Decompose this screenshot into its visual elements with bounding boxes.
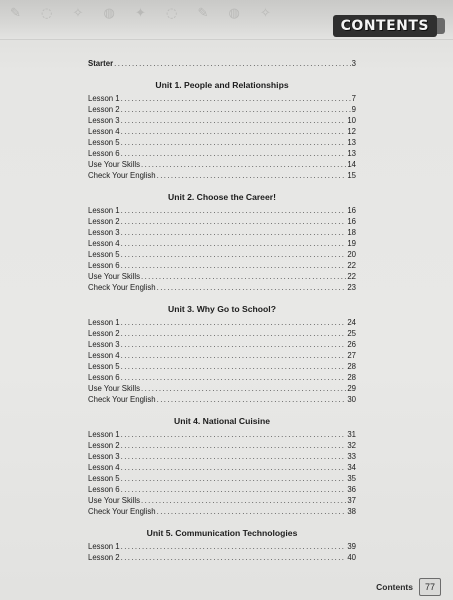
- toc-page: 13: [347, 149, 356, 158]
- toc-label: Use Your Skills: [88, 496, 141, 505]
- toc-page: 31: [347, 430, 356, 439]
- toc-label: Lesson 6: [88, 373, 120, 382]
- toc-label: Lesson 1: [88, 206, 120, 215]
- page-number: [419, 578, 441, 596]
- toc-row[interactable]: [88, 383, 356, 394]
- toc-label: Lesson 4: [88, 127, 120, 136]
- dot-leader: [121, 484, 347, 495]
- dot-leader: [121, 238, 347, 249]
- toc-page: 36: [347, 485, 356, 494]
- toc-page: 32: [347, 441, 356, 450]
- toc-page: 23: [347, 283, 356, 292]
- toc-label: Lesson 3: [88, 228, 120, 237]
- toc-label: Check Your English: [88, 171, 156, 180]
- dot-leader: [121, 429, 347, 440]
- unit-title: Unit 3. Why Go to School?: [168, 304, 276, 314]
- toc-label: Lesson 2: [88, 217, 120, 226]
- toc-row-starter[interactable]: [88, 58, 356, 69]
- dot-leader: [141, 383, 346, 394]
- unit-title: Unit 5. Communication Technologies: [146, 528, 298, 538]
- dot-leader: [121, 350, 347, 361]
- toc-label: Check Your English: [88, 507, 156, 516]
- toc-page: 16: [347, 206, 356, 215]
- toc-page: 33: [347, 452, 356, 461]
- toc-row[interactable]: [88, 484, 356, 495]
- toc-row[interactable]: [88, 104, 356, 115]
- toc-label: Lesson 3: [88, 340, 120, 349]
- toc-row[interactable]: [88, 317, 356, 328]
- toc-row[interactable]: [88, 159, 356, 170]
- dot-leader: [121, 372, 347, 383]
- toc-page: 16: [347, 217, 356, 226]
- toc-page: 3: [351, 59, 356, 68]
- toc-page: 24: [347, 318, 356, 327]
- toc-row[interactable]: [88, 506, 356, 517]
- dot-leader: [141, 495, 346, 506]
- toc-label: Lesson 4: [88, 351, 120, 360]
- toc-page: 40: [347, 553, 356, 562]
- toc-row[interactable]: [88, 495, 356, 506]
- dot-leader: [121, 339, 347, 350]
- toc-page: 27: [347, 351, 356, 360]
- dot-leader: [121, 205, 347, 216]
- toc-row[interactable]: [88, 282, 356, 293]
- dot-leader: [121, 126, 347, 137]
- toc-label: Lesson 1: [88, 94, 120, 103]
- unit-title: Unit 4. National Cuisine: [174, 416, 270, 426]
- toc-label: Check Your English: [88, 395, 156, 404]
- toc-row[interactable]: [88, 361, 356, 372]
- toc-row[interactable]: [88, 473, 356, 484]
- toc-label: Lesson 3: [88, 116, 120, 125]
- dot-leader: [121, 361, 347, 372]
- toc-row[interactable]: [88, 260, 356, 271]
- dot-leader: [121, 451, 347, 462]
- toc-label: Lesson 1: [88, 318, 120, 327]
- toc-page: 22: [347, 272, 356, 281]
- toc-row[interactable]: [88, 541, 356, 552]
- toc-row[interactable]: [88, 115, 356, 126]
- table-of-contents: [88, 58, 356, 563]
- toc-row[interactable]: [88, 227, 356, 238]
- toc-page: 10: [347, 116, 356, 125]
- toc-page: 28: [347, 362, 356, 371]
- dot-leader: [157, 282, 347, 293]
- dot-leader: [121, 440, 347, 451]
- header-title: CONTENTS: [340, 18, 429, 34]
- toc-row[interactable]: [88, 552, 356, 563]
- header-decoration: ✎ ◌ ✧ ◍ ✦ ◌ ✎ ◍ ✧: [10, 6, 279, 21]
- toc-label: Starter: [88, 59, 114, 68]
- dot-leader: [157, 170, 347, 181]
- toc-page: 34: [347, 463, 356, 472]
- dot-leader: [121, 328, 347, 339]
- dot-leader: [121, 552, 347, 563]
- toc-label: Use Your Skills: [88, 160, 141, 169]
- toc-label: Use Your Skills: [88, 272, 141, 281]
- toc-label: Lesson 4: [88, 239, 120, 248]
- toc-row[interactable]: [88, 350, 356, 361]
- toc-page: 18: [347, 228, 356, 237]
- toc-label: Lesson 6: [88, 149, 120, 158]
- unit-title: Unit 2. Choose the Career!: [168, 192, 276, 202]
- toc-label: Lesson 6: [88, 261, 120, 270]
- toc-row[interactable]: [88, 462, 356, 473]
- toc-row[interactable]: [88, 238, 356, 249]
- toc-label: Lesson 1: [88, 542, 120, 551]
- toc-row[interactable]: [88, 394, 356, 405]
- toc-label: Lesson 6: [88, 485, 120, 494]
- toc-row[interactable]: [88, 440, 356, 451]
- toc-label: Lesson 2: [88, 329, 120, 338]
- dot-leader: [121, 249, 347, 260]
- toc-page: 30: [347, 395, 356, 404]
- toc-page: 12: [347, 127, 356, 136]
- toc-row[interactable]: [88, 372, 356, 383]
- dot-leader: [121, 317, 347, 328]
- toc-page: 9: [351, 105, 356, 114]
- toc-page: 39: [347, 542, 356, 551]
- dot-leader: [121, 462, 347, 473]
- dot-leader: [141, 159, 346, 170]
- toc-page: 20: [347, 250, 356, 259]
- toc-page: 7: [351, 94, 356, 103]
- toc-page: 19: [347, 239, 356, 248]
- dot-leader: [121, 93, 351, 104]
- unit-title: Unit 1. People and Relationships: [155, 80, 289, 90]
- toc-row[interactable]: [88, 271, 356, 282]
- toc-page: 35: [347, 474, 356, 483]
- toc-label: Lesson 5: [88, 362, 120, 371]
- toc-page: 22: [347, 261, 356, 270]
- toc-label: Lesson 1: [88, 430, 120, 439]
- page-footer: [0, 572, 453, 600]
- contents-badge: [333, 15, 437, 37]
- dot-leader: [121, 104, 351, 115]
- toc-label: Lesson 3: [88, 452, 120, 461]
- footer-label: Contents: [376, 582, 413, 592]
- dot-leader: [157, 394, 347, 405]
- toc-page: 29: [347, 384, 356, 393]
- units-container: [88, 79, 356, 563]
- dot-leader: [121, 473, 347, 484]
- toc-row[interactable]: [88, 216, 356, 227]
- toc-label: Lesson 5: [88, 474, 120, 483]
- toc-row[interactable]: [88, 93, 356, 104]
- toc-label: Lesson 2: [88, 105, 120, 114]
- toc-row[interactable]: [88, 249, 356, 260]
- dot-leader: [157, 506, 347, 517]
- toc-label: Lesson 5: [88, 250, 120, 259]
- page-number-text: 77: [424, 582, 435, 592]
- toc-label: Lesson 4: [88, 463, 120, 472]
- toc-page: 38: [347, 507, 356, 516]
- dot-leader: [121, 541, 347, 552]
- toc-page: 28: [347, 373, 356, 382]
- toc-page: 15: [347, 171, 356, 180]
- toc-row[interactable]: [88, 205, 356, 216]
- dot-leader: [121, 115, 347, 126]
- toc-page: 26: [347, 340, 356, 349]
- toc-label: Use Your Skills: [88, 384, 141, 393]
- toc-page: 37: [347, 496, 356, 505]
- toc-row[interactable]: [88, 328, 356, 339]
- dot-leader: [121, 137, 347, 148]
- toc-label: Check Your English: [88, 283, 156, 292]
- toc-row[interactable]: [88, 170, 356, 181]
- toc-row[interactable]: [88, 339, 356, 350]
- toc-label: Lesson 5: [88, 138, 120, 147]
- toc-label: Lesson 2: [88, 553, 120, 562]
- toc-row[interactable]: [88, 137, 356, 148]
- toc-row[interactable]: [88, 148, 356, 159]
- dot-leader: [114, 58, 351, 69]
- toc-row[interactable]: [88, 429, 356, 440]
- toc-page: 14: [347, 160, 356, 169]
- dot-leader: [141, 271, 346, 282]
- dot-leader: [121, 148, 347, 159]
- toc-page: 25: [347, 329, 356, 338]
- dot-leader: [121, 260, 347, 271]
- toc-row[interactable]: [88, 451, 356, 462]
- toc-page: 13: [347, 138, 356, 147]
- toc-row[interactable]: [88, 126, 356, 137]
- header-band: [0, 0, 453, 40]
- dot-leader: [121, 216, 347, 227]
- dot-leader: [121, 227, 347, 238]
- toc-label: Lesson 2: [88, 441, 120, 450]
